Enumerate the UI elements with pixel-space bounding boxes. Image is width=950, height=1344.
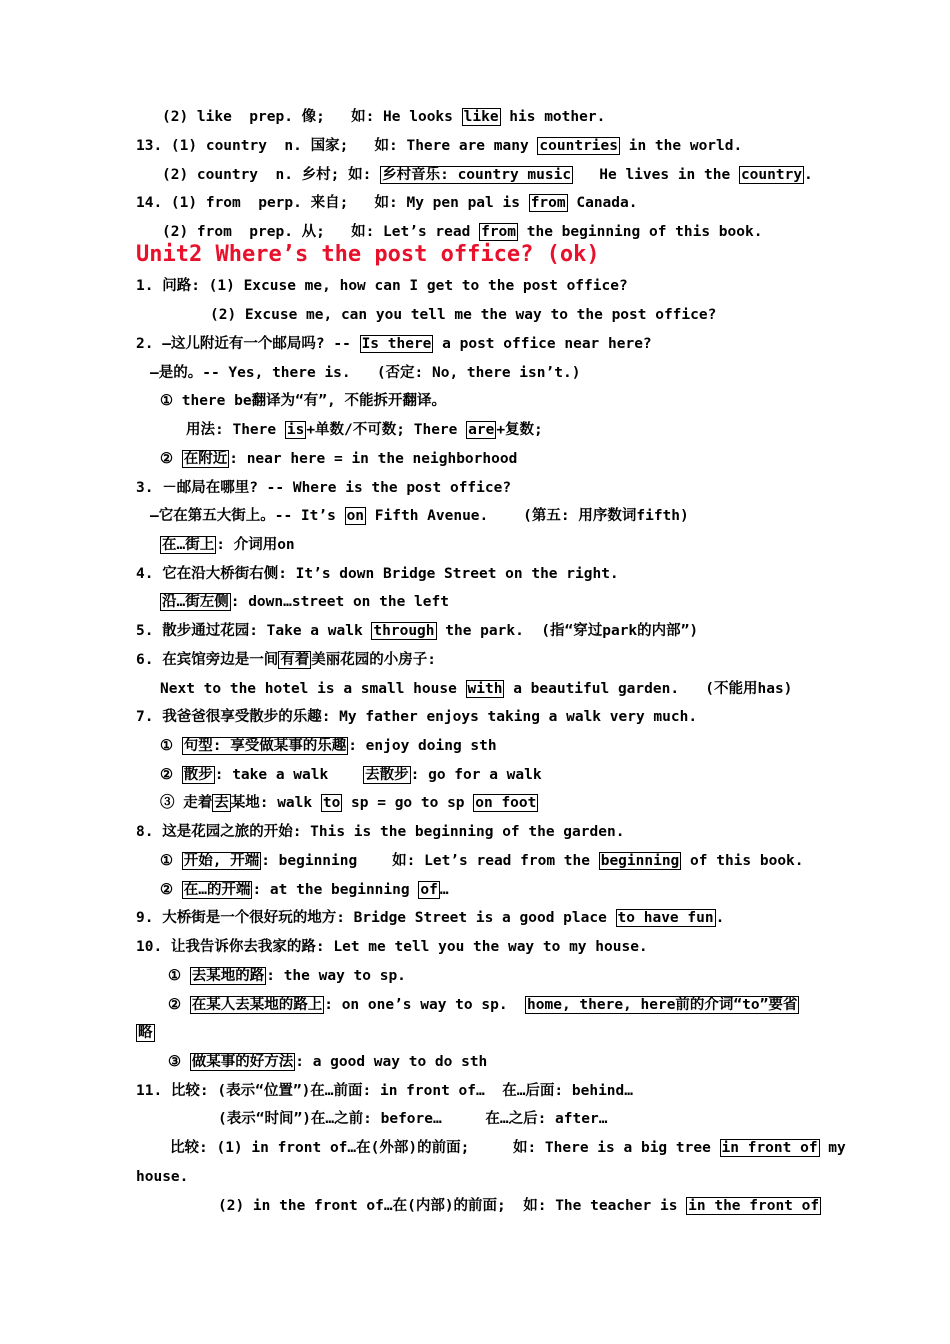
boxed-term: to <box>322 795 341 811</box>
boxed-term: are <box>468 422 495 438</box>
text-segment: 13. (1) country n. 国家; 如: There are many <box>136 138 538 154</box>
text-line <box>170 1138 846 1158</box>
text-line <box>160 793 538 813</box>
boxed-term: 开始, 开端 <box>183 853 260 869</box>
text-segment: He lives in the <box>573 167 739 183</box>
text-segment: (2) country n. 乡村; 如: <box>162 167 381 183</box>
boxed-term: 去散步 <box>365 767 409 783</box>
boxed-term: 去某地的路 <box>191 968 265 984</box>
boxed-term: 在…的开端 <box>183 882 251 898</box>
text-line <box>136 621 698 641</box>
boxed-term: 做某事的好方法 <box>191 1054 294 1070</box>
text-segment: . <box>715 910 725 926</box>
text-line <box>186 420 543 440</box>
text-segment: : take a walk <box>214 767 364 783</box>
text-segment: (2) in the front of…在(内部)的前面; 如: The teacher is <box>218 1198 687 1214</box>
boxed-term: 在某人去某地的路上 <box>191 997 323 1013</box>
text-segment: 9. 大桥街是一个很好玩的地方: Bridge Street is a good place <box>136 910 616 926</box>
text-segment: : the way to sp. <box>266 968 406 984</box>
text-segment: … <box>439 882 449 898</box>
text-segment: a beautiful garden. (不能用has) <box>504 681 793 697</box>
boxed-term: from <box>530 195 566 211</box>
text-line <box>136 908 724 928</box>
boxed-term: is <box>286 422 305 438</box>
text-line <box>162 222 762 242</box>
text-segment: 2. —这儿附近有一个邮局吗? -- <box>136 336 360 352</box>
text-segment: 某地: walk <box>230 795 321 811</box>
text-segment: the beginning of this book. <box>518 224 763 240</box>
boxed-term: country <box>740 167 803 183</box>
boxed-term: 句型: 享受做某事的乐趣 <box>183 738 347 754</box>
text-line <box>168 966 406 986</box>
boxed-term: like <box>463 109 499 125</box>
text-line <box>136 478 511 498</box>
text-segment: : beginning 如: Let’s read from the <box>261 853 599 869</box>
boxed-term: from <box>481 224 517 240</box>
text-segment: ③ <box>168 1054 190 1070</box>
text-segment: 14. (1) from perp. 来自; 如: My pen pal is <box>136 195 529 211</box>
text-line <box>136 193 637 213</box>
text-line <box>150 506 689 526</box>
text-segment: ③ 走着 <box>160 795 213 811</box>
text-segment: : enjoy doing sth <box>348 738 497 754</box>
text-segment: 比较: (1) in front of…在(外部)的前面; 如: There is a big tree <box>170 1140 720 1156</box>
text-segment: : go for a walk <box>410 767 542 783</box>
text-line <box>160 679 792 699</box>
boxed-term: Is there <box>361 336 432 352</box>
text-segment: 10. 让我告诉你去我家的路: Let me tell you the way to my house. <box>136 939 648 955</box>
text-segment: ② <box>160 767 182 783</box>
text-segment: of this book. <box>681 853 804 869</box>
text-segment: : a good way to do sth <box>295 1054 488 1070</box>
text-segment: (2) Excuse me, can you tell me the way to the post office? <box>210 307 717 323</box>
text-line <box>160 449 517 469</box>
boxed-term: 去 <box>214 795 229 811</box>
text-segment: ② <box>168 997 190 1013</box>
text-line <box>136 334 652 354</box>
text-line <box>160 535 295 555</box>
boxed-term: countries <box>539 138 618 154</box>
text-segment: : near here = in the neighborhood <box>229 451 518 467</box>
text-segment: 6. 在宾馆旁边是一间 <box>136 652 279 668</box>
boxed-term: 略 <box>138 1025 153 1041</box>
text-line <box>162 165 813 185</box>
text-segment: 4. 它在沿大桥街右侧: It’s down Bridge Street on the right. <box>136 566 619 582</box>
text-line <box>136 822 624 842</box>
boxed-term: with <box>467 681 503 697</box>
text-line <box>136 1167 188 1187</box>
text-segment: : down…street on the left <box>230 594 449 610</box>
text-segment: sp = go to sp <box>342 795 474 811</box>
text-line <box>136 564 619 584</box>
text-segment: +单数/不可数; There <box>306 422 467 438</box>
text-segment: (2) like prep. 像; 如: He looks <box>162 109 462 125</box>
text-line <box>162 107 605 127</box>
text-segment: ① <box>160 738 182 754</box>
boxed-term: to have fun <box>617 910 714 926</box>
text-segment: . <box>804 167 813 183</box>
boxed-term: home, there, here前的介词“to”要省 <box>527 997 798 1013</box>
text-line <box>160 736 497 756</box>
text-line <box>136 1023 155 1043</box>
boxed-term: 散步 <box>183 767 213 783</box>
text-segment: a post office near here? <box>433 336 652 352</box>
boxed-term: in the front of <box>688 1198 820 1214</box>
boxed-term: 在…街上 <box>162 537 215 553</box>
text-line <box>136 937 648 957</box>
text-segment: (2) from prep. 从; 如: Let’s read <box>162 224 480 240</box>
text-segment: : on one’s way to sp. <box>324 997 526 1013</box>
text-segment: 用法: There <box>186 422 285 438</box>
unit-heading: Unit2 Where’s the post office? (ok) <box>136 242 600 267</box>
boxed-term: beginning <box>600 853 680 869</box>
text-segment: 7. 我爸爸很享受散步的乐趣: My father enjoys taking a walk very much. <box>136 709 698 725</box>
text-segment: 8. 这是花园之旅的开始: This is the beginning of the garden. <box>136 824 625 840</box>
text-segment: (表示“时间”)在…之前: before… 在…之后: after… <box>218 1111 608 1127</box>
text-line <box>160 851 804 871</box>
text-segment: Fifth Avenue. (第五: 用序数词fifth) <box>366 508 689 524</box>
text-segment: —它在第五大街上。-- It’s <box>150 508 345 524</box>
boxed-term: on <box>346 508 365 524</box>
text-segment: Canada. <box>567 195 638 211</box>
text-segment: ① there be翻译为“有”, 不能拆开翻译。 <box>160 393 446 409</box>
boxed-term: of <box>420 882 438 898</box>
text-segment: ① <box>168 968 190 984</box>
text-line <box>168 1052 487 1072</box>
boxed-term: 乡村音乐: country music <box>382 167 572 183</box>
text-segment: : at the beginning <box>252 882 419 898</box>
text-segment: : 介词用on <box>216 537 295 553</box>
text-line <box>160 765 542 785</box>
text-segment: 美丽花园的小房子: <box>311 652 436 668</box>
text-segment: 11. 比较: (表示“位置”)在…前面: in front of… 在…后面: behind… <box>136 1083 633 1099</box>
text-line <box>218 1196 821 1216</box>
text-line <box>136 650 436 670</box>
text-line <box>160 391 446 411</box>
text-line <box>218 1109 607 1129</box>
text-line <box>210 305 716 325</box>
text-line <box>168 995 799 1015</box>
text-line <box>160 880 449 900</box>
text-segment: house. <box>136 1169 189 1185</box>
text-segment: 1. 问路: (1) Excuse me, how can I get to the post office? <box>136 278 628 294</box>
text-line <box>150 363 580 383</box>
text-line <box>136 276 628 296</box>
boxed-term: 沿…街左侧 <box>162 594 229 610</box>
text-segment: the park. (指“穿过park的内部”) <box>436 623 699 639</box>
text-segment: +复数; <box>496 422 543 438</box>
text-segment: ① <box>160 853 182 869</box>
text-line <box>136 1081 633 1101</box>
text-segment: Next to the hotel is a small house <box>160 681 466 697</box>
text-segment: 5. 散步通过花园: Take a walk <box>136 623 372 639</box>
text-segment: ② <box>160 451 182 467</box>
text-segment: his mother. <box>500 109 606 125</box>
boxed-term: through <box>373 623 435 639</box>
boxed-term: on foot <box>475 795 537 811</box>
text-segment: in the world. <box>620 138 743 154</box>
boxed-term: 在附近 <box>183 451 228 467</box>
text-segment: —是的。-- Yes, there is. (否定: No, there isn’t.) <box>150 365 581 381</box>
text-line <box>136 707 697 727</box>
text-segment: 3. －邮局在哪里? -- Where is the post office? <box>136 480 512 496</box>
text-line <box>160 592 449 612</box>
boxed-term: 有着 <box>280 652 310 668</box>
boxed-term: in front of <box>721 1140 818 1156</box>
text-segment: my <box>819 1140 846 1156</box>
text-line <box>136 136 742 156</box>
text-segment: ② <box>160 882 182 898</box>
